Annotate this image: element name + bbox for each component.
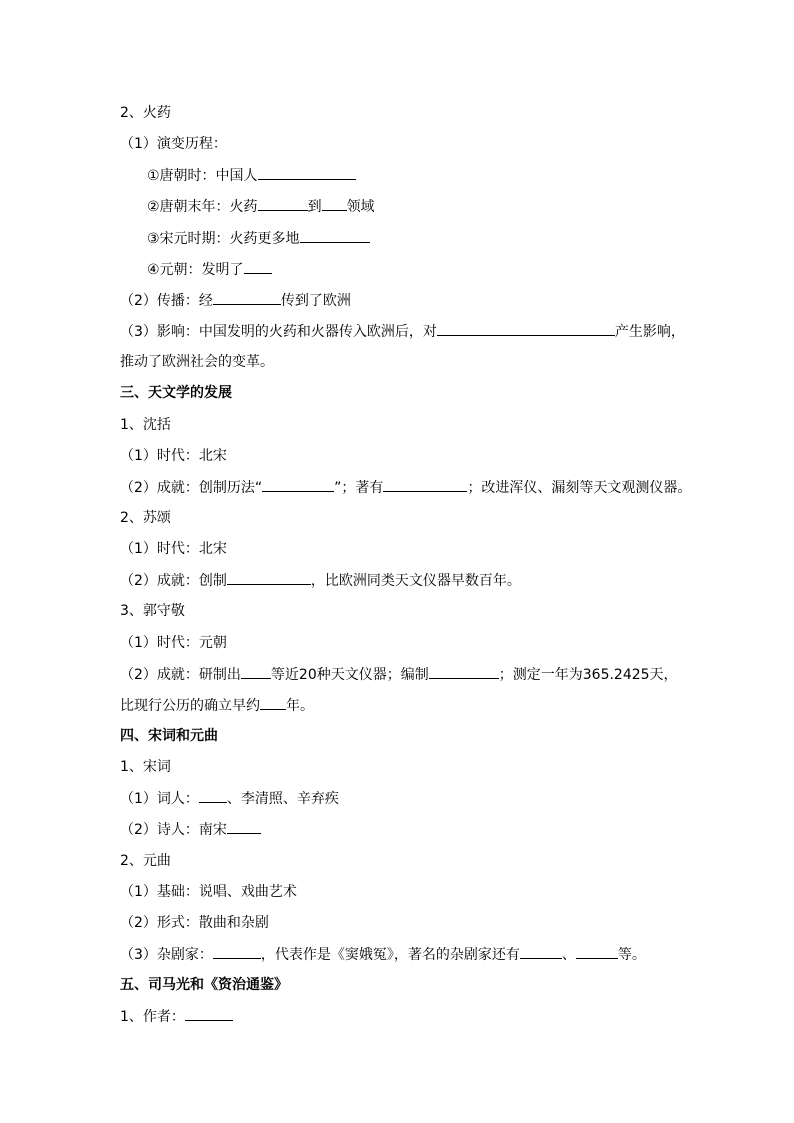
- line-text: 等。: [617, 947, 646, 963]
- line-text: 2、元曲: [120, 852, 171, 869]
- line-text: 2、苏颂: [120, 509, 171, 526]
- text-line: [120, 352, 274, 372]
- line-text: ，比欧洲同类天文仪器早数百年。: [310, 573, 521, 590]
- fill-in-blank[interactable]: [520, 944, 562, 959]
- line-text: 推动了欧洲社会的变革。: [120, 354, 274, 371]
- fill-in-blank[interactable]: [244, 259, 272, 274]
- line-text: ②唐朝末年：火药: [147, 199, 258, 216]
- text-line: [120, 539, 227, 559]
- fill-in-blank[interactable]: [260, 695, 286, 710]
- text-line: [120, 913, 269, 933]
- text-line: [147, 259, 272, 279]
- line-text: 1、作者：: [120, 1009, 185, 1026]
- text-line: [120, 601, 185, 621]
- line-text: 、李清照、辛弃疾: [226, 791, 339, 808]
- text-line: [120, 321, 685, 341]
- line-text: 五、司马光和《资治通鉴》: [120, 977, 288, 994]
- fill-in-blank[interactable]: [241, 664, 271, 679]
- line-text: 等近20种天文仪器；编制: [270, 666, 429, 683]
- line-text: ③宋元时期：火药更多地: [147, 230, 300, 247]
- text-line: [120, 1006, 233, 1026]
- text-line: [147, 196, 375, 216]
- text-line: [120, 851, 171, 871]
- section-heading: [120, 383, 232, 403]
- line-text: ；改进浑仪、漏刻等天文观测仪器。: [467, 479, 692, 496]
- line-text: 领域: [346, 199, 375, 216]
- text-line: [120, 134, 227, 154]
- line-text: 传到了欧洲: [280, 292, 351, 309]
- fill-in-blank[interactable]: [429, 664, 499, 679]
- fill-in-blank[interactable]: [227, 570, 311, 585]
- text-line: [147, 165, 356, 185]
- text-line: [120, 819, 261, 839]
- text-line: [120, 103, 171, 123]
- section-heading: [120, 726, 218, 746]
- fill-in-blank[interactable]: [437, 321, 615, 336]
- line-text: （2）成就：创制: [120, 573, 227, 590]
- line-text: ①唐朝时：中国人: [147, 168, 258, 185]
- line-text: （1）时代：元朝: [120, 634, 227, 651]
- line-text: ；测定一年为365.2425天，: [498, 666, 678, 683]
- text-line: [120, 944, 646, 964]
- fill-in-blank[interactable]: [383, 477, 467, 492]
- line-text: 三、天文学的发展: [120, 385, 232, 402]
- text-line: [120, 570, 521, 590]
- section-heading: [120, 975, 288, 995]
- line-text: 年。: [286, 697, 314, 714]
- line-text: 四、宋词和元曲: [120, 728, 218, 744]
- line-text: 1、宋词: [120, 759, 171, 776]
- text-line: [120, 882, 297, 902]
- line-text: 2、火药: [120, 105, 171, 121]
- text-line: [120, 415, 171, 435]
- line-text: （3）杂剧家：: [120, 947, 213, 963]
- text-line: [120, 633, 227, 653]
- text-line: [120, 446, 227, 466]
- fill-in-blank[interactable]: [185, 1006, 233, 1021]
- line-text: （2）成就：创制历法“: [120, 479, 263, 496]
- fill-in-blank[interactable]: [576, 944, 618, 959]
- line-text: ”；著有: [334, 479, 384, 496]
- line-text: ④元朝：发明了: [147, 261, 244, 278]
- text-line: [120, 788, 339, 808]
- text-line: [120, 508, 171, 528]
- text-line: [147, 228, 370, 248]
- line-text: ，代表作是《窦娥冤》，著名的杂剧家还有: [260, 947, 520, 963]
- line-text: （2）传播：经: [120, 292, 213, 309]
- line-text: 1、沈括: [120, 416, 171, 433]
- line-text: （3）影响：中国发明的火药和火器传入欧洲后，对: [120, 324, 437, 340]
- fill-in-blank[interactable]: [199, 788, 227, 803]
- text-line: [120, 477, 691, 497]
- fill-in-blank[interactable]: [213, 944, 261, 959]
- line-text: （2）形式：散曲和杂剧: [120, 914, 269, 931]
- line-text: （1）时代：北宋: [120, 541, 227, 558]
- fill-in-blank[interactable]: [258, 196, 308, 211]
- line-text: （2）诗人：南宋: [120, 822, 227, 839]
- line-text: 、: [561, 947, 576, 963]
- fill-in-blank[interactable]: [262, 477, 334, 492]
- text-line: [120, 695, 314, 715]
- line-text: （1）基础：说唱、戏曲艺术: [120, 883, 297, 900]
- fill-in-blank[interactable]: [300, 228, 370, 243]
- line-text: （1）演变历程：: [120, 136, 227, 153]
- fill-in-blank[interactable]: [227, 819, 261, 834]
- line-text: （1）词人：: [120, 791, 199, 808]
- text-line: [120, 664, 678, 684]
- line-text: 到: [307, 199, 322, 216]
- line-text: 比现行公历的确立早约: [120, 697, 260, 714]
- fill-in-blank[interactable]: [258, 165, 356, 180]
- fill-in-blank[interactable]: [213, 290, 281, 305]
- fill-in-blank[interactable]: [322, 196, 347, 211]
- line-text: （1）时代：北宋: [120, 447, 227, 464]
- line-text: 3、郭守敬: [120, 603, 185, 620]
- line-text: 产生影响，: [614, 324, 685, 340]
- line-text: （2）成就：研制出: [120, 666, 241, 683]
- text-line: [120, 290, 351, 310]
- text-line: [120, 757, 171, 777]
